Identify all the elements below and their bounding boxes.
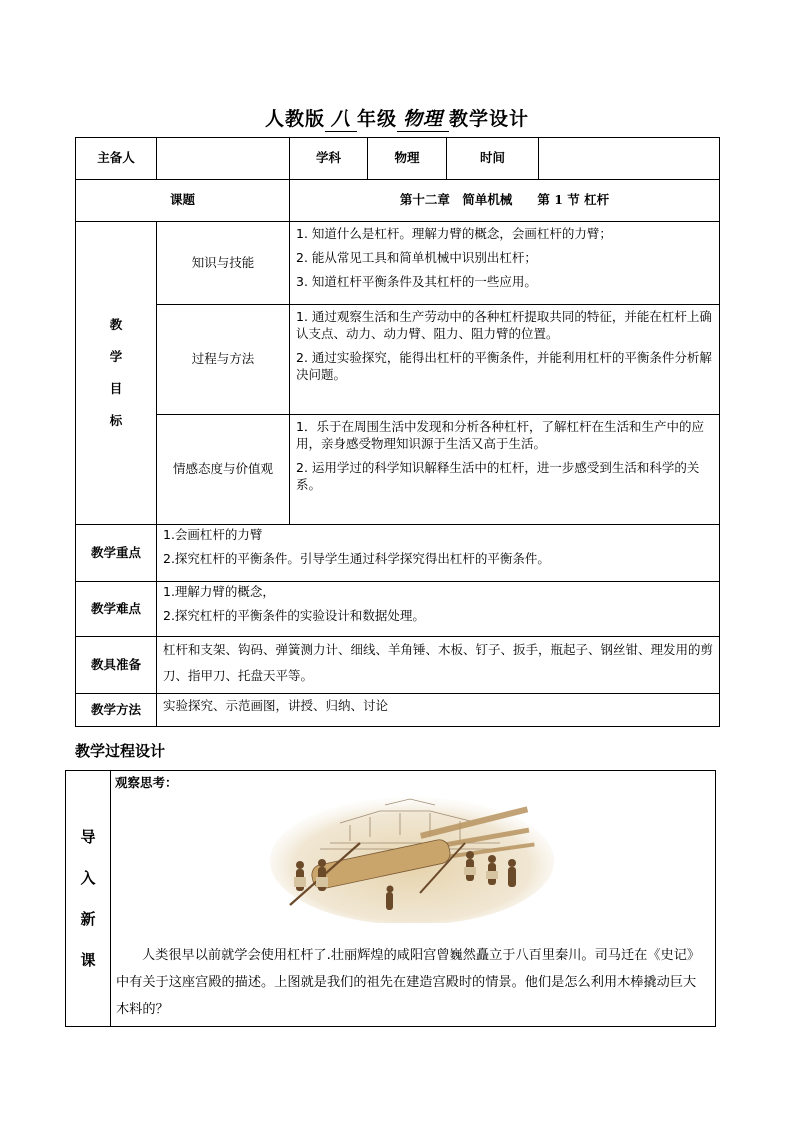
- observe-label: 观察思考：: [115, 775, 178, 790]
- goal-name-knowledge: 知识与技能: [157, 222, 290, 305]
- subject-blank: 物理: [397, 104, 449, 132]
- materials-text: 杠杆和支架、钩码、弹簧测力计、细线、羊角锤、木板、钉子、扳手，瓶起子、钢丝钳、理发用的剪刀、指甲刀、托盘天平等。: [157, 637, 720, 694]
- goals-char: 教: [109, 317, 123, 332]
- intro-char: 课: [80, 950, 96, 969]
- goal-name-process: 过程与方法: [157, 305, 290, 415]
- time-label: 时间: [447, 138, 539, 180]
- ancient-construction-illustration: [270, 793, 555, 923]
- topic-label: 课题: [76, 180, 290, 222]
- subject-label: 学科: [290, 138, 368, 180]
- intro-paragraph: 人类很早以前就学会使用杠杆了.壮丽辉煌的咸阳宫曾巍然矗立于八百里秦川。司马迁在《史记》中有关于这座宫殿的描述。上图就是我们的祖先在建造宫殿时的情景。他们是怎么利用木棒撬动巨大木料的？: [116, 948, 701, 1017]
- time-value: [539, 138, 720, 180]
- goal-line: 3. 知道杠杆平衡条件及其杠杆的一些应用。: [296, 273, 537, 289]
- subject-value: 物理: [368, 138, 447, 180]
- methods-text: 实验探究、示范画图，讲授、归纳、讨论: [157, 694, 720, 727]
- topic-value: 第十二章 简单机械 第 1 节 杠杆: [290, 180, 720, 222]
- process-title: 教学过程设计: [75, 742, 166, 760]
- lead-label: 主备人: [76, 138, 157, 180]
- title-prefix: 人教版: [264, 108, 325, 130]
- goal-lines-knowledge: [290, 222, 720, 305]
- goal-lines-attitude: [290, 415, 720, 525]
- title-suffix: 教学设计: [449, 108, 530, 130]
- key-point-line: 2.探究杠杆的平衡条件。引导学生通过科学探究得出杠杆的平衡条件。: [163, 550, 550, 566]
- goal-name-attitude: 情感态度与价值观: [157, 415, 290, 525]
- goal-line: 2. 能从常见工具和简单机械中识别出杠杆；: [296, 249, 537, 265]
- difficulties-label: 教学难点: [76, 582, 157, 637]
- goal-line: 1．乐于在周围生活中发现和分析各种杠杆，了解杠杆在生活和生产中的应用，亲身感受物理知识源于生活又高于生活。: [296, 419, 704, 451]
- goal-line: 1. 通过观察生活和生产劳动中的各种杠杆提取共同的特征，并能在杠杆上确认支点、动力、动力臂、阻力、阻力臂的位置。: [296, 309, 712, 341]
- intro-char: 导: [80, 827, 96, 846]
- intro-label: [66, 771, 111, 1027]
- title-mid: 年级: [356, 108, 397, 130]
- difficulty-line: 2.探究杠杆的平衡条件的实验设计和数据处理。: [163, 607, 425, 623]
- key-point-line: 1.会画杠杆的力臂: [163, 527, 263, 542]
- materials-label: 教具准备: [76, 637, 157, 694]
- goals-label: [76, 222, 157, 525]
- goal-lines-process: [290, 305, 720, 415]
- intro-char: 新: [80, 909, 96, 928]
- lesson-plan-table: [75, 137, 720, 727]
- goals-char: 学: [109, 349, 123, 364]
- goals-char: 目: [109, 381, 123, 396]
- key-points-lines: [157, 525, 720, 582]
- difficulties-lines: [157, 582, 720, 637]
- intro-char: 入: [80, 868, 96, 887]
- goal-line: 2. 运用学过的科学知识解释生活中的杠杆，进一步感受到生活和科学的关系。: [296, 459, 700, 492]
- difficulty-line: 1.理解力臂的概念，: [163, 584, 275, 599]
- methods-label: 教学方法: [76, 694, 157, 727]
- grade-blank: 八: [325, 104, 357, 132]
- goals-char: 标: [109, 413, 123, 428]
- lead-value: [157, 138, 290, 180]
- goal-line: 1. 知道什么是杠杆。理解力臂的概念，会画杠杆的力臂；: [296, 226, 612, 241]
- goal-line: 2. 通过实验探究，能得出杠杆的平衡条件，并能利用杠杆的平衡条件分析解决问题。: [296, 349, 712, 382]
- key-points-label: 教学重点: [76, 525, 157, 582]
- page-title: [0, 104, 794, 132]
